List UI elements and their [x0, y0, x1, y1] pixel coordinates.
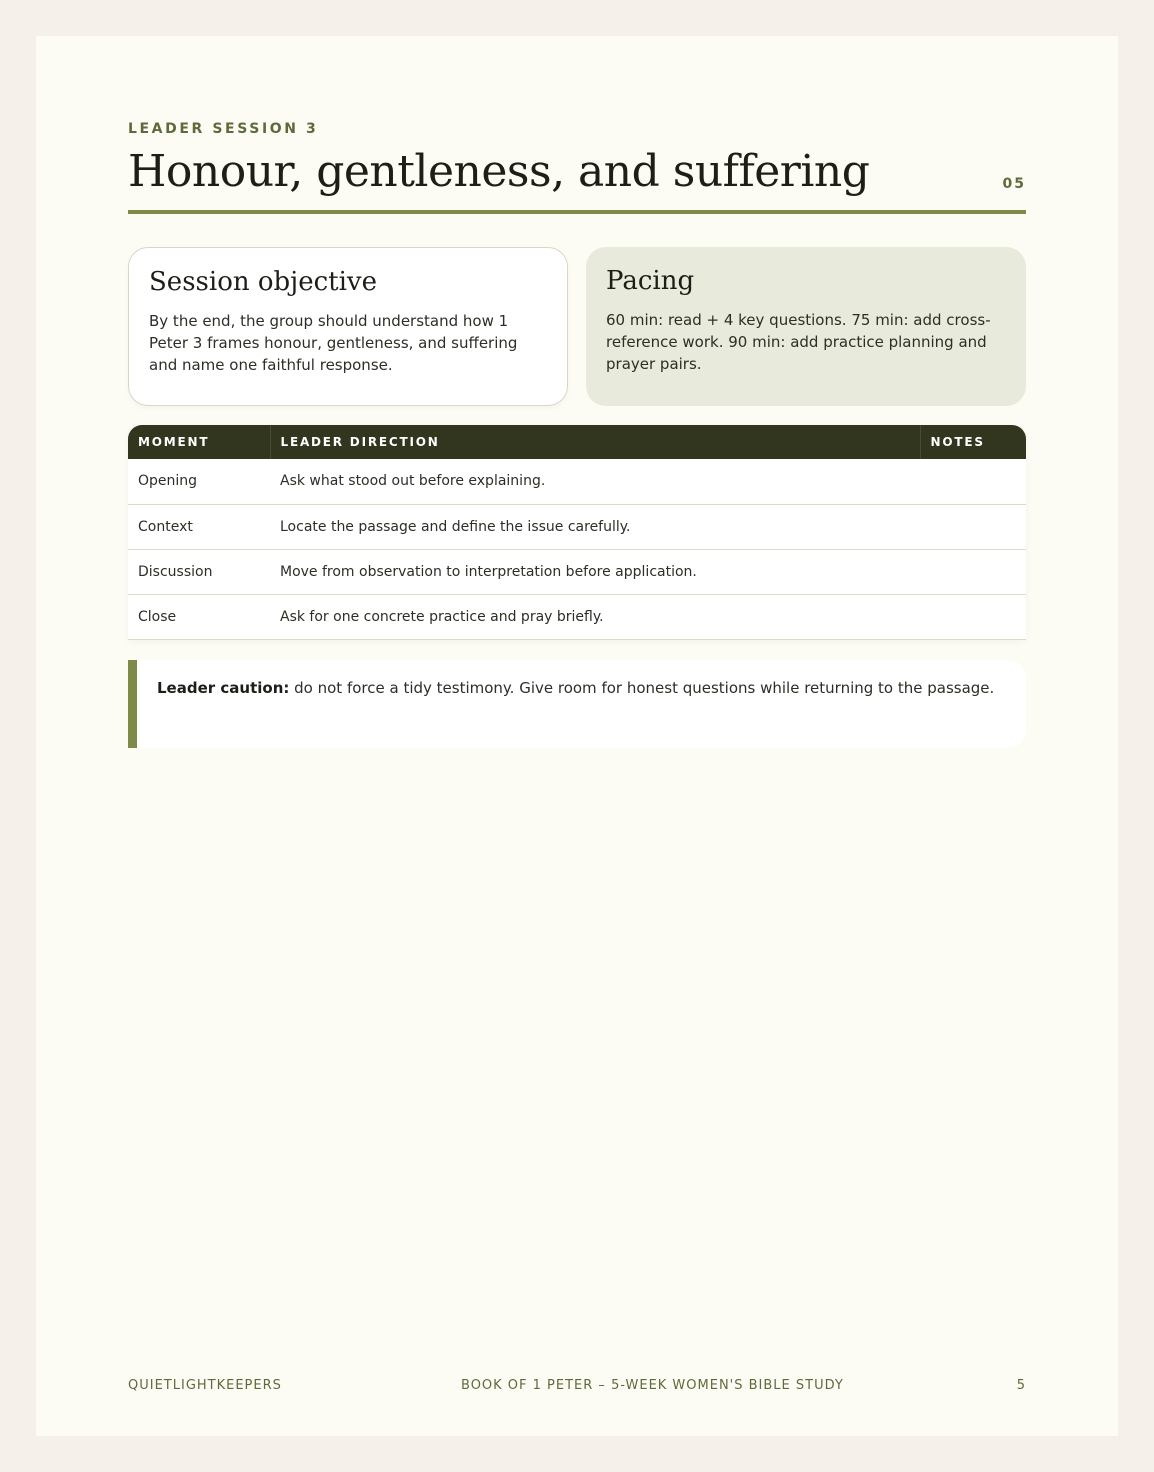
page-content [128, 120, 1026, 748]
footer-brand: QUIETLIGHTKEEPERS [128, 1378, 282, 1393]
footer-study-title: BOOK OF 1 PETER – 5-WEEK WOMEN'S BIBLE STUDY [461, 1378, 844, 1393]
session-kicker: LEADER SESSION 3 [128, 121, 319, 137]
notes-cell [920, 459, 1026, 504]
moment-cell: Discussion [128, 549, 270, 594]
page-footer [128, 1378, 1026, 1394]
direction-cell: Locate the passage and define the issue carefully. [270, 504, 920, 549]
objective-heading: Session objective [149, 267, 378, 297]
notes-cell [920, 549, 1026, 594]
column-header-moment: MOMENT [128, 425, 270, 459]
pacing-body: 60 min: read + 4 key questions. 75 min: add cross-reference work. 90 min: add practice planning and prayer pairs. [606, 311, 991, 373]
direction-cell: Ask what stood out before explaining. [270, 459, 920, 504]
table-row [128, 549, 1026, 594]
direction-cell: Move from observation to interpretation before application. [270, 549, 920, 594]
caution-label: Leader caution: [157, 678, 290, 697]
notes-cell [920, 504, 1026, 549]
column-header-direction: LEADER DIRECTION [270, 425, 920, 459]
page-number-badge: 05 [1002, 176, 1026, 192]
objective-body: By the end, the group should understand how 1 Peter 3 frames honour, gentleness, and suffering and name one faithful response. [149, 312, 518, 374]
notes-cell [920, 594, 1026, 639]
page-title: Honour, gentleness, and suffering [128, 146, 870, 197]
moment-cell: Close [128, 594, 270, 639]
direction-cell: Ask for one concrete practice and pray briefly. [270, 594, 920, 639]
table-row [128, 594, 1026, 639]
leader-caution-callout [128, 660, 1026, 748]
table-row [128, 459, 1026, 504]
moment-cell: Opening [128, 459, 270, 504]
footer-page-number: 5 [1016, 1378, 1026, 1393]
pacing-heading: Pacing [606, 266, 695, 296]
objective-card [128, 247, 568, 406]
caution-text: do not force a tidy testimony. Give room for honest questions while returning to the passage. [289, 678, 995, 697]
page [36, 36, 1118, 1436]
info-cards [128, 247, 1026, 406]
title-row [128, 138, 1026, 214]
column-header-notes: NOTES [920, 425, 1026, 459]
moment-cell: Context [128, 504, 270, 549]
session-table [128, 425, 1026, 640]
table-header-row [128, 425, 1026, 459]
pacing-card [586, 247, 1026, 406]
table-row [128, 504, 1026, 549]
